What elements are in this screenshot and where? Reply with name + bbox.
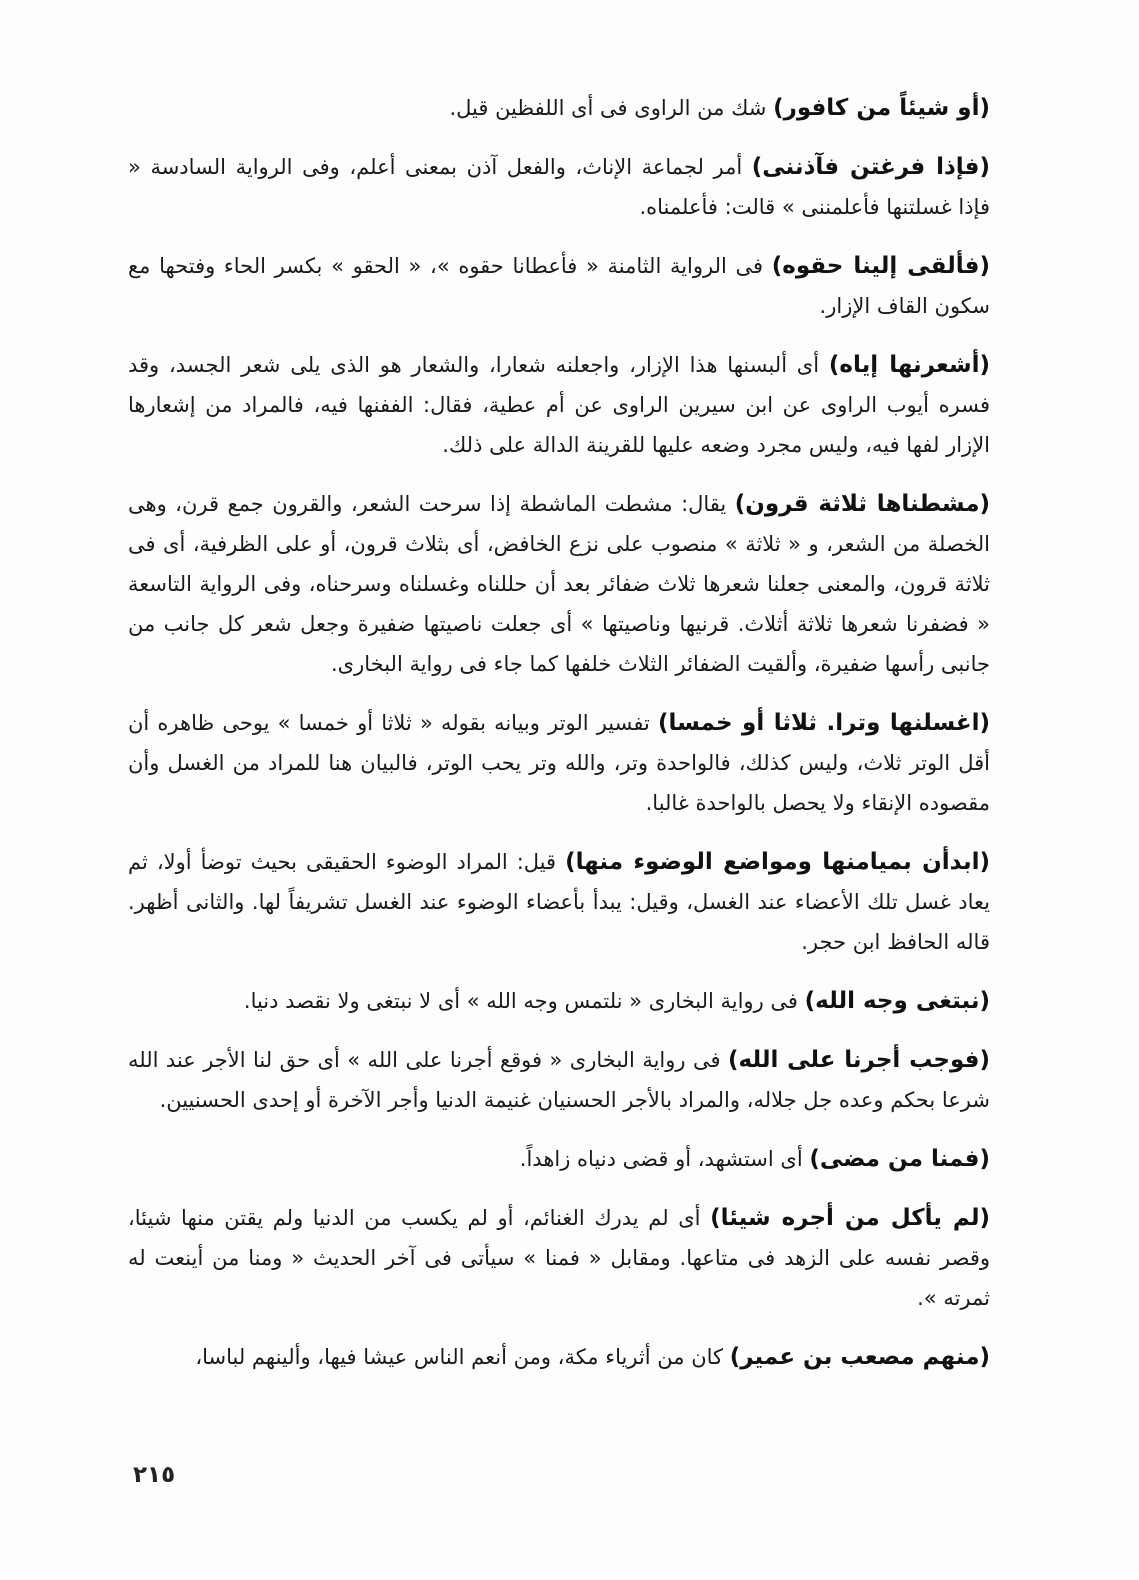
paragraph-text: فى رواية البخارى « نلتمس وجه الله » أى لا نبتغى ولا نقصد دنيا. <box>243 989 805 1013</box>
paragraph-term: (أو شيئاً من كافور) <box>773 95 990 121</box>
paragraph <box>128 842 990 962</box>
paragraph-term: (فإذا فرغتن فآذننى) <box>751 154 990 180</box>
paragraph <box>128 1040 990 1120</box>
paragraph-text: أمر لجماعة الإناث، والفعل آذن بمعنى أعلم، وفى الرواية السادسة « فإذا غسلتنها فأعلمننى » قالت: فأعلمناه. <box>128 155 990 219</box>
paragraph-text: أى ألبسنها هذا الإزار، واجعلنه شعارا، والشعار هو الذى يلى شعر الجسد، وقد فسره أيوب الراوى عن ابن سيرين الراوى عن أم عطية، فقال: الففنها فيه، فالمراد من إشعارها الإزار لفها فيه، وليس مجرد وضعه عليها للقرينة الدالة على ذلك. <box>128 353 990 457</box>
page-number: ٢١٥ <box>133 1462 176 1488</box>
paragraph-text: كان من أثرياء مكة، ومن أنعم الناس عيشا فيها، وألينهم لباسا، <box>195 1345 730 1369</box>
paragraph-text: يقال: مشطت الماشطة إذا سرحت الشعر، والقرون جمع قرن، وهى الخصلة من الشعر، و « ثلاثة » منصوب على نزع الخافض، أى بثلاث قرون، أو على الظرفية، أى فى ثلاثة قرون، والمعنى جعلنا شعرها ثلاث ضفائر بعد أن حللناه وغسلناه وسرحناه، وفى الرواية التاسعة « فضفرنا شعرها ثلاثة أثلاث. قرنيها وناصيتها » أى جعلت ناصيتها ضفيرة وجعل شعر كل جانب من جانبى رأسها ضفيرة، وألقيت الضفائر الثلاث خلفها كما جاء فى رواية البخارى. <box>128 492 990 676</box>
paragraph-term: (اغسلنها وترا. ثلاثا أو خمسا) <box>658 710 990 736</box>
paragraph-text: تفسير الوتر وبيانه بقوله « ثلاثا أو خمسا » يوحى ظاهره أن أقل الوتر ثلاث، وليس كذلك، فالواحدة وتر، والله وتر يحب الوتر، فالبيان هنا للمراد من الغسل وأن مقصوده الإنقاء ولا يحصل بالواحدة غالبا. <box>128 711 990 815</box>
paragraph-term: (لم يأكل من أجره شيئا) <box>710 1205 991 1231</box>
paragraph-text: شك من الراوى فى أى اللفظين قيل. <box>449 96 774 120</box>
paragraph-term: (منهم مصعب بن عمير) <box>729 1344 990 1370</box>
paragraph <box>128 1337 990 1377</box>
paragraph <box>128 1198 990 1318</box>
commentary-text <box>128 88 990 1377</box>
paragraph <box>128 484 990 684</box>
paragraph <box>128 88 990 128</box>
paragraph-term: (نبتغى وجه الله) <box>804 988 990 1014</box>
paragraph <box>128 703 990 823</box>
paragraph-text: أى لم يدرك الغنائم، أو لم يكسب من الدنيا ولم يقتن منها شيئا، وقصر نفسه على الزهد فى متاعها. ومقابل « فمنا » سيأتى فى آخر الحديث « ومنا من أينعت له ثمرته ». <box>128 1206 990 1310</box>
paragraph-text: فى رواية البخارى « فوقع أجرنا على الله » أى حق لنا الأجر عند الله شرعا بحكم وعده جل جلاله، والمراد بالأجر الحسنيان غنيمة الدنيا وأجر الآخرة أو إحدى الحسنيين. <box>128 1048 990 1112</box>
paragraph <box>128 981 990 1021</box>
paragraph <box>128 246 990 326</box>
paragraph-text: قيل: المراد الوضوء الحقيقى بحيث توضأ أولا، ثم يعاد غسل تلك الأعضاء عند الغسل، وقيل: يبدأ بأعضاء الوضوء عند الغسل تشريفاً لها. والثانى أظهر. قاله الحافظ ابن حجر. <box>128 850 990 954</box>
paragraph-text: أى استشهد، أو قضى دنياه زاهداً. <box>519 1147 810 1171</box>
paragraph <box>128 345 990 465</box>
paragraph-term: (فوجب أجرنا على الله) <box>727 1047 990 1073</box>
paragraph <box>128 1139 990 1179</box>
paragraph-term: (فألقى إلينا حقوه) <box>771 253 990 279</box>
paragraph <box>128 147 990 227</box>
paragraph-term: (أشعرنها إياه) <box>828 352 990 378</box>
paragraph-term: (فمنا من مضى) <box>809 1146 990 1172</box>
paragraph-text: فى الرواية الثامنة « فأعطانا حقوه »، « الحقو » بكسر الحاء وفتحها مع سكون القاف الإزار. <box>128 254 990 318</box>
paragraph-term: (ابدأن بميامنها ومواضع الوضوء منها) <box>565 849 990 875</box>
paragraph-term: (مشطناها ثلاثة قرون) <box>734 491 990 517</box>
